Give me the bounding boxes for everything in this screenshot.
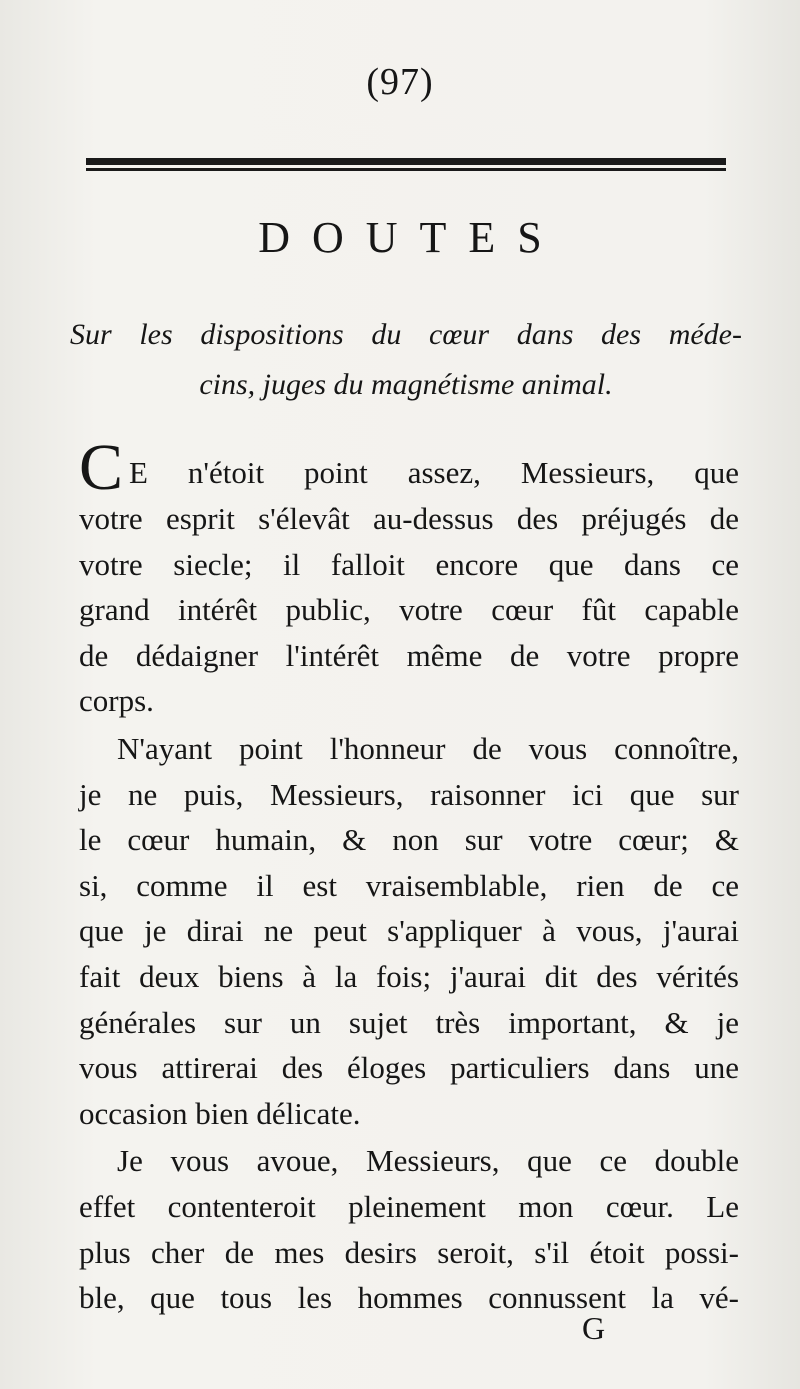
text-line: votre esprit s'élevât au-dessus des préjugés de (79, 501, 739, 536)
text-line: ble, que tous les hommes connussent la vé- (79, 1280, 739, 1316)
text-line: le cœur humain, & non sur votre cœur; & (79, 822, 739, 858)
paragraph-first-line (79, 431, 739, 504)
subtitle-line: cins, juges du magnétisme animal. (199, 368, 613, 401)
signature-mark: G (582, 1310, 606, 1346)
text-line: générales sur un sujet très important, & je (79, 1004, 739, 1040)
rule-thin-line (86, 168, 726, 171)
subtitle-line: Sur les dispositions du cœur dans des méde- (70, 318, 742, 351)
rule-thick-line (86, 158, 726, 165)
text-line: occasion bien délicate. (79, 1095, 361, 1131)
text-line: plus cher de mes desirs seroit, s'il étoit possi- (79, 1234, 739, 1270)
header-double-rule (86, 158, 726, 172)
text-line: votre siecle; il falloit encore que dans ce (79, 546, 739, 582)
text-line: grand intérêt public, votre cœur fût capable (79, 592, 739, 628)
text-line: de dédaigner l'intérêt même de votre propre (79, 637, 739, 673)
text-line: effet contenteroit pleinement mon cœur. Le (79, 1188, 739, 1224)
page-number: (97) (366, 61, 434, 103)
text-line: je ne puis, Messieurs, raisonner ici que sur (79, 776, 739, 812)
text-line: si, comme il est vraisemblable, rien de ce (79, 867, 739, 903)
drop-cap: C (79, 431, 124, 504)
body-text (79, 431, 739, 1321)
text-line: E n'étoit point assez, Messieurs, que (129, 455, 739, 491)
text-line: Je vous avoue, Messieurs, que ce double (117, 1143, 739, 1179)
text-line: N'ayant point l'honneur de vous connoître, (117, 730, 739, 766)
text-line: corps. (79, 683, 154, 719)
text-line: fait deux biens à la fois; j'aurai dit des vérités (79, 958, 739, 994)
text-line: vous attirerai des éloges particuliers dans une (79, 1050, 739, 1086)
text-line: que je dirai ne peut s'appliquer à vous, j'aurai (79, 913, 739, 949)
chapter-heading: DOUTES (258, 213, 564, 262)
chapter-subtitle (70, 310, 742, 410)
